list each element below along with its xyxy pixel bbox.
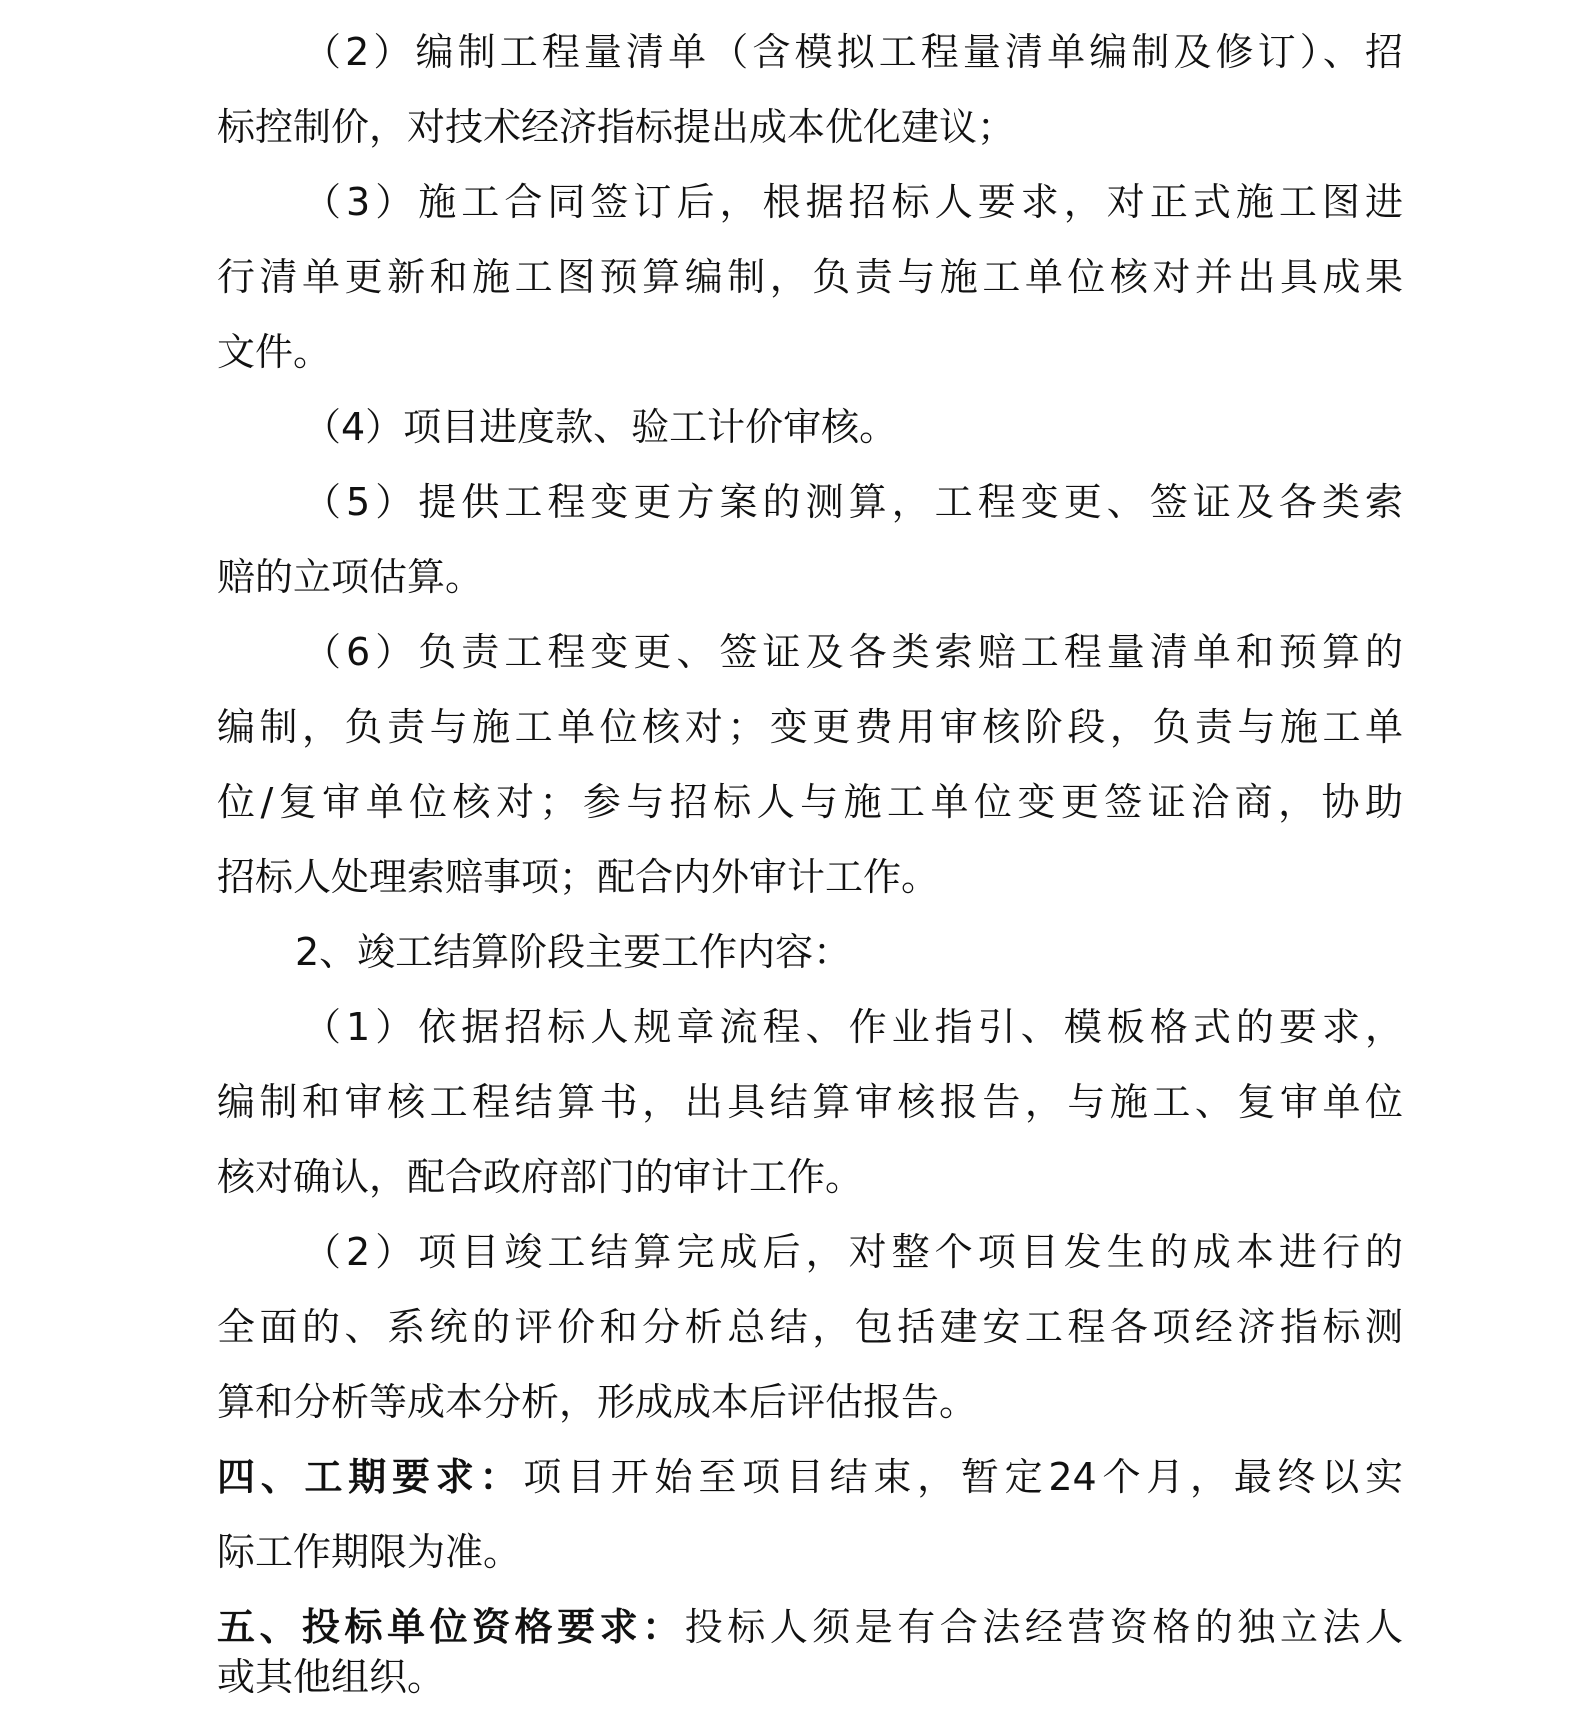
- paragraph-line: （2）编制工程量清单（含模拟工程量清单编制及修订）、招: [303, 30, 1403, 74]
- paragraph-line: （1）依据招标人规章流程、作业指引、模板格式的要求，: [303, 1005, 1403, 1049]
- paragraph-line: （4）项目进度款、验工计价审核。: [303, 405, 898, 449]
- paragraph-line: 编制和审核工程结算书，出具结算审核报告，与施工、复审单位: [217, 1080, 1403, 1124]
- section-4-heading: 四、工期要求：: [217, 1455, 524, 1499]
- paragraph-line: 行清单更新和施工图预算编制，负责与施工单位核对并出具成果: [217, 255, 1403, 299]
- paragraph-line: 编制，负责与施工单位核对；变更费用审核阶段，负责与施工单: [217, 705, 1403, 749]
- paragraph-line: 全面的、系统的评价和分析总结，包括建安工程各项经济指标测: [217, 1305, 1403, 1349]
- section-4-text: 项目开始至项目结束，暂定24个月，最终以实: [523, 1455, 1403, 1499]
- paragraph-line: （5）提供工程变更方案的测算，工程变更、签证及各类索: [303, 480, 1403, 524]
- subsection-heading: 2、竣工结算阶段主要工作内容：: [295, 930, 852, 974]
- paragraph-line: （3）施工合同签订后，根据招标人要求，对正式施工图进: [303, 180, 1403, 224]
- paragraph-line: 位/复审单位核对；参与招标人与施工单位变更签证洽商，协助: [217, 780, 1403, 824]
- paragraph-line: 标控制价，对技术经济指标提出成本优化建议；: [217, 105, 1016, 149]
- section-5-text: 投标人须是有合法经营资格的独立法人: [684, 1605, 1403, 1649]
- paragraph-line: 文件。: [217, 330, 332, 374]
- paragraph-line: 际工作期限为准。: [217, 1530, 522, 1574]
- paragraph-line: 或其他组织。: [217, 1655, 446, 1699]
- paragraph-line: （6）负责工程变更、签证及各类索赔工程量清单和预算的: [303, 630, 1403, 674]
- paragraph-line: 核对确认，配合政府部门的审计工作。: [217, 1155, 864, 1199]
- paragraph-line: 算和分析等成本分析，形成成本后评估报告。: [217, 1380, 978, 1424]
- paragraph-line: 赔的立项估算。: [217, 555, 484, 599]
- paragraph-line: （2）项目竣工结算完成后，对整个项目发生的成本进行的: [303, 1230, 1403, 1274]
- section-5-heading: 五、投标单位资格要求：: [217, 1605, 685, 1649]
- paragraph-line: 招标人处理索赔事项；配合内外审计工作。: [217, 855, 940, 899]
- section-4-line: [217, 1441, 1403, 1513]
